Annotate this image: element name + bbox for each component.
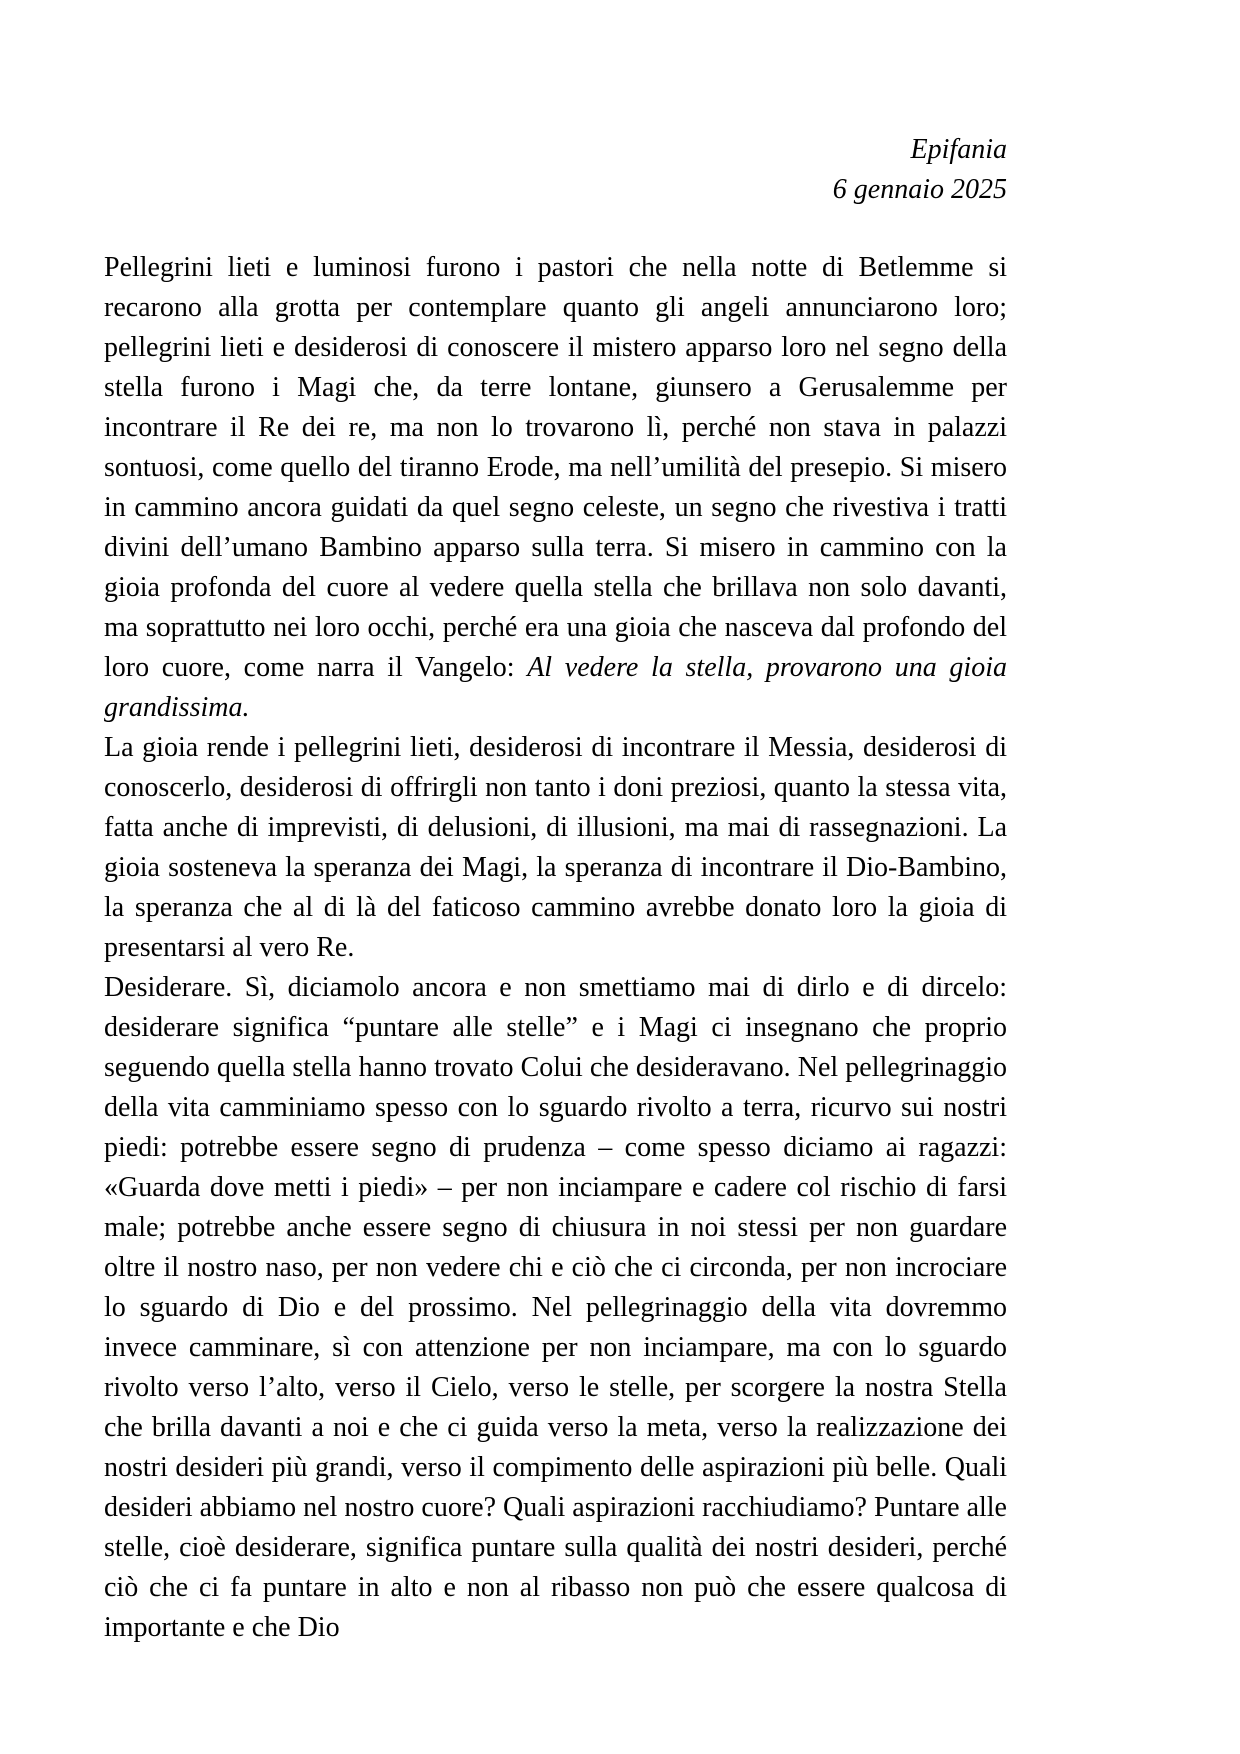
paragraph-1-text: Pellegrini lieti e luminosi furono i pastori che nella notte di Betlemme si recarono alla grotta per contemplare quanto gli angeli annunciarono loro; pellegrini lieti e desiderosi di conoscere il mistero apparso loro nel segno della stella furono i Magi che, da terre lontane, giunsero a Gerusalemme per incontrare il Re dei re, ma non lo trovarono lì, perché non stava in palazzi sontuosi, come quello del tiranno Erode, ma nell’umilità del presepio. Si misero in cammino ancora guidati da quel segno celeste, un segno che rivestiva i tratti divini dell’umano Bambino apparso sulla terra. Si misero in cammino con la gioia profonda del cuore al vedere quella stella che brillava non solo davanti, ma soprattutto nei loro occhi, perché era una gioia che nasceva dal profondo del loro cuore, come narra il Vangelo: bbox=[104, 252, 1007, 683]
paragraph bbox=[104, 968, 1007, 1648]
document-header bbox=[104, 130, 1007, 210]
paragraph bbox=[104, 248, 1007, 728]
document-body bbox=[104, 248, 1007, 1648]
paragraph-2-text: La gioia rende i pellegrini lieti, desiderosi di incontrare il Messia, desiderosi di conoscerlo, desiderosi di offrirgli non tanto i doni preziosi, quanto la stessa vita, fatta anche di imprevisti, di delusioni, di illusioni, ma mai di rassegnazioni. La gioia sosteneva la speranza dei Magi, la speranza di incontrare il Dio-Bambino, la speranza che al di là del faticoso cammino avrebbe donato loro la gioia di presentarsi al vero Re. bbox=[104, 732, 1007, 963]
paragraph bbox=[104, 728, 1007, 968]
document-title: Epifania bbox=[910, 134, 1007, 165]
paragraph-1-gospel-quote: Al vedere la stella, provarono una gioia grandissima. bbox=[104, 652, 1007, 723]
document-date: 6 gennaio 2025 bbox=[832, 174, 1007, 205]
paragraph-3-text: Desiderare. Sì, diciamolo ancora e non smettiamo mai di dirlo e di dircelo: desiderare significa “puntare alle stelle” e i Magi ci insegnano che proprio seguendo quella stella hanno trovato Colui che desideravano. Nel pellegrinaggio della vita camminiamo spesso con lo sguardo rivolto a terra, ricurvo sui nostri piedi: potrebbe essere segno di prudenza – come spesso diciamo ai ragazzi: «Guarda dove metti i piedi» – per non inciampare e cadere col rischio di farsi male; potrebbe anche essere segno di chiusura in noi stessi per non guardare oltre il nostro naso, per non vedere chi e ciò che ci circonda, per non incrociare lo sguardo di Dio e del prossimo. Nel pellegrinaggio della vita dovremmo invece camminare, sì con attenzione per non inciampare, ma con lo sguardo rivolto verso l’alto, verso il Cielo, verso le stelle, per scorgere la nostra Stella che brilla davanti a noi e che ci guida verso la meta, verso la realizzazione dei nostri desideri più grandi, verso il compimento delle aspirazioni più belle. Quali desideri abbiamo nel nostro cuore? Quali aspirazioni racchiudiamo? Puntare alle stelle, cioè desiderare, significa puntare sulla qualità dei nostri desideri, perché ciò che ci fa puntare in alto e non al ribasso non può che essere qualcosa di importante e che Dio bbox=[104, 972, 1007, 1643]
